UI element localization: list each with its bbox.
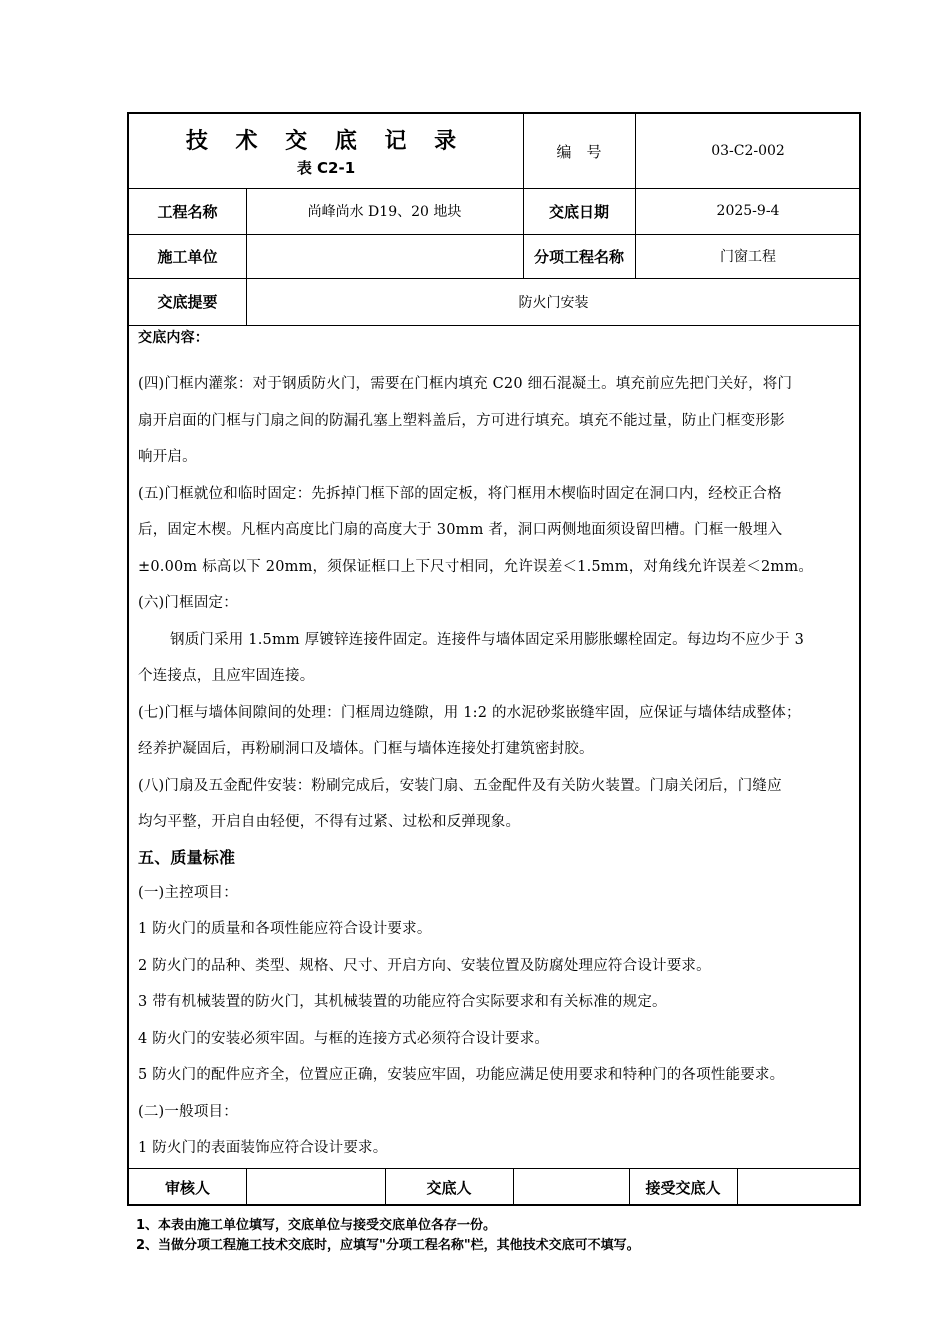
content-line: (五)门框就位和临时固定：先拆掉门框下部的固定板，将门框用木楔临时固定在洞口内，经校正合格	[138, 485, 782, 502]
project-name-label: 工程名称	[157, 202, 218, 221]
subproject-value: 门窗工程	[720, 249, 776, 265]
summary-value: 防火门安装	[518, 294, 589, 311]
quality-line: (二)一般项目：	[138, 1103, 238, 1120]
content-line: 均匀平整，开启自由轻便，不得有过紧、过松和反弹现象。	[138, 814, 521, 830]
discloser-value	[513, 1168, 629, 1206]
content-line: 个连接点，且应牢固连接。	[138, 668, 315, 684]
quality-line: (一)主控项目：	[138, 884, 238, 901]
quality-line: 1 防火门的质量和各项性能应符合设计要求。	[138, 921, 432, 937]
content-line: (七)门框与墙体间隙间的处理：门框周边缝隙，用 1:2 的水泥砂浆嵌缝牢固，应保证与墙体结成整体；	[138, 704, 801, 721]
title-block	[129, 114, 523, 188]
footnotes	[136, 1216, 640, 1256]
content-line: 响开启。	[138, 449, 197, 465]
section-title: 五、质量标准	[138, 847, 236, 867]
subproject-label: 分项工程名称	[533, 247, 624, 266]
content-line: 扇开启面的门框与门扇之间的防漏孔塞上塑料盖后，方可进行填充。填充不能过量，防止门框变形影	[138, 412, 785, 429]
content-line: 后，固定木楔。凡框内高度比门扇的高度大于 30mm 者，洞口两侧地面须设留凹槽。门框一般埋入	[138, 522, 783, 538]
content-line: (八)门扇及五金配件安装：粉刷完成后，安装门扇、五金配件及有关防火装置。门扇关闭后，门缝应	[138, 777, 782, 794]
receiver-label: 接受交底人	[645, 1178, 721, 1197]
content-line: (六)门框固定：	[138, 595, 238, 611]
footnote: 1、本表由施工单位填写，交底单位与接受交底单位各存一份。	[136, 1218, 497, 1233]
receiver-value	[737, 1168, 861, 1206]
number-value: 03-C2-002	[711, 143, 785, 159]
quality-line: 2 防火门的品种、类型、规格、尺寸、开启方向、安装位置及防腐处理应符合设计要求。	[138, 957, 711, 974]
summary-label: 交底提要	[157, 293, 218, 311]
discloser-label: 交底人	[426, 1178, 472, 1197]
disclosure-form	[127, 112, 861, 1206]
date-value: 2025-9-4	[716, 203, 780, 219]
form-code: 表 C2-1	[296, 159, 356, 177]
content-line: 经养护凝固后，再粉刷洞口及墙体。门框与墙体连接处打建筑密封胶。	[138, 741, 594, 757]
quality-line: 3 带有机械装置的防火门，其机械装置的功能应符合实际要求和有关标准的规定。	[138, 994, 667, 1010]
contractor-label: 施工单位	[157, 247, 218, 266]
quality-line: 5 防火门的配件应齐全，位置应正确，安装应牢固，功能应满足使用要求和特种门的各项性能要求。	[138, 1067, 785, 1083]
content-line: ±0.00m 标高以下 20mm，须保证框口上下尺寸相同，允许误差＜1.5mm，对角线允许误差＜2mm。	[138, 558, 814, 575]
content-intro: 交底内容：	[138, 330, 209, 346]
number-label: 编 号	[556, 142, 602, 161]
quality-line: 4 防火门的安装必须牢固。与框的连接方式必须符合设计要求。	[138, 1030, 550, 1047]
project-name-value: 尚峰尚水 D19、20 地块	[307, 204, 462, 220]
date-label: 交底日期	[548, 202, 609, 221]
contractor-value	[246, 234, 523, 278]
reviewer-value	[246, 1168, 385, 1206]
form-title: 技 术 交 底 记 录	[185, 129, 467, 154]
content-line: (四)门框内灌浆：对于钢质防火门，需要在门框内填充 C20 细石混凝土。填充前应先把门关好，将门	[138, 376, 793, 392]
content-line: 钢质门采用 1.5mm 厚镀锌连接件固定。连接件与墙体固定采用膨胀螺栓固定。每边均不应少于 3	[170, 631, 805, 648]
footnote: 2、当做分项工程施工技术交底时，应填写"分项工程名称"栏，其他技术交底可不填写。	[136, 1238, 640, 1253]
reviewer-label: 审核人	[164, 1178, 210, 1197]
disclosure-content	[138, 326, 853, 1167]
quality-line: 1 防火门的表面装饰应符合设计要求。	[138, 1140, 388, 1156]
